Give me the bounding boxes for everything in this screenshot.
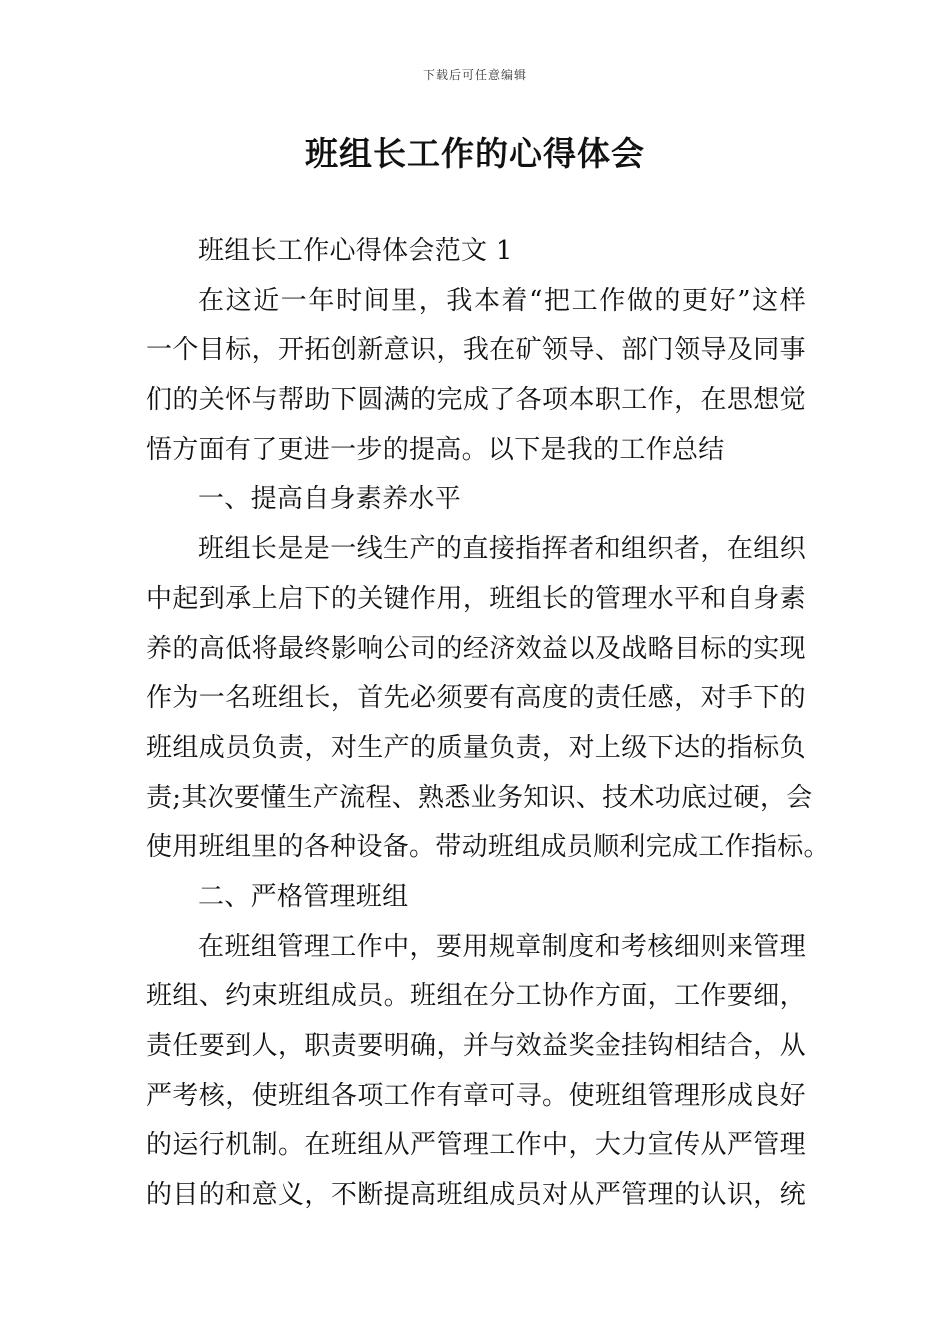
header-note: 下载后可任意编辑 <box>422 68 527 82</box>
document-body <box>146 227 830 1221</box>
text-line: 一、提高自身素养水平 <box>198 484 462 515</box>
text-line: 中起到承上启下的关键作用，班组长的管理水平和自身素 <box>146 583 806 614</box>
text-line: 班组长工作心得体会范文 1 <box>198 236 513 266</box>
text-line: 班组、约束班组成员。班组在分工协作方面，工作要细， <box>146 981 806 1012</box>
text-line: 班组成员负责，对生产的质量负责，对上级下达的指标负 <box>146 732 806 763</box>
text-line: 责;其次要懂生产流程、熟悉业务知识、技术功底过硬，会 <box>146 782 813 813</box>
text-line: 使用班组里的各种设备。带动班组成员顺利完成工作指标。 <box>146 832 830 863</box>
text-line: 一个目标，开拓创新意识，我在矿领导、部门领导及同事 <box>146 335 806 366</box>
text-line: 责任要到人，职责要明确，并与效益奖金挂钩相结合，从 <box>146 1031 806 1061</box>
text-line: 的运行机制。在班组从严管理工作中，大力宣传从严管理 <box>146 1130 806 1161</box>
text-line: 在这近一年时间里，我本着“把工作做的更好”这样 <box>198 285 806 316</box>
text-line: 严考核，使班组各项工作有章可寻。使班组管理形成良好 <box>146 1080 806 1111</box>
document-title: 班组长工作的心得体会 <box>305 134 645 173</box>
text-line: 悟方面有了更进一步的提高。以下是我的工作总结 <box>146 434 725 465</box>
text-line: 在班组管理工作中，要用规章制度和考核细则来管理 <box>198 931 806 962</box>
text-line: 二、严格管理班组 <box>198 881 409 912</box>
text-line: 的目的和意义，不断提高班组成员对从严管理的认识，统 <box>146 1180 806 1211</box>
text-line: 班组长是是一线生产的直接指挥者和组织者，在组织 <box>198 534 806 565</box>
text-line: 们的关怀与帮助下圆满的完成了各项本职工作，在思想觉 <box>146 385 806 416</box>
text-line: 作为一名班组长，首先必须要有高度的责任感，对手下的 <box>146 683 806 714</box>
text-line: 养的高低将最终影响公司的经济效益以及战略目标的实现 <box>146 633 806 664</box>
